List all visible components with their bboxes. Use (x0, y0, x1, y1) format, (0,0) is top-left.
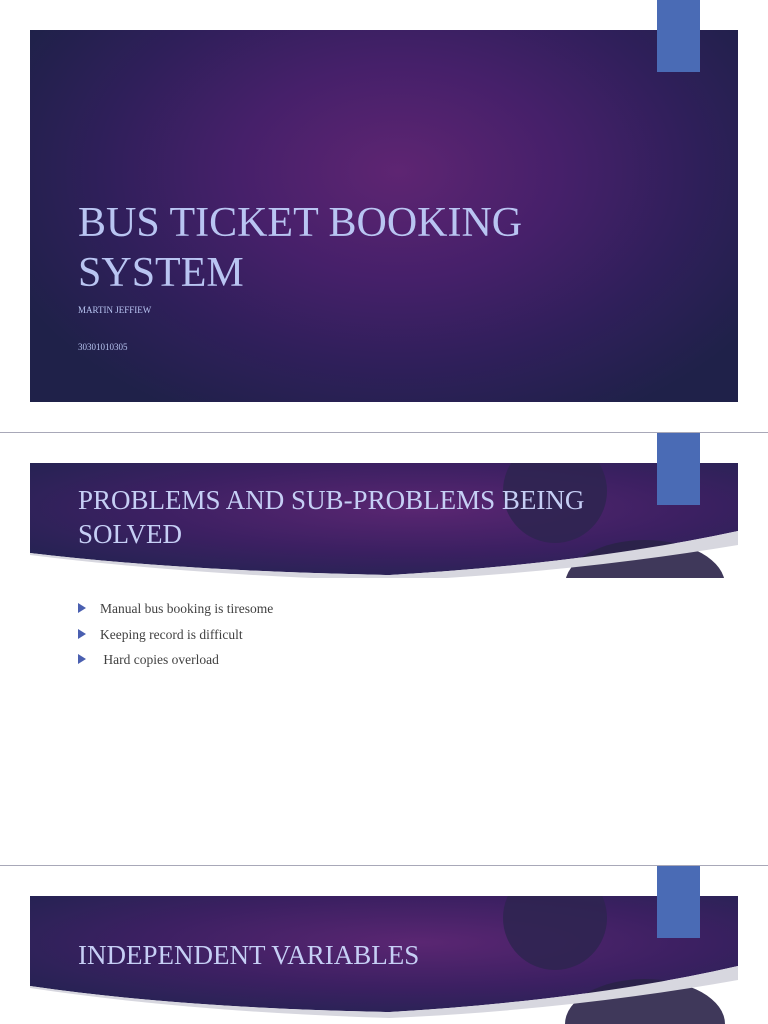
accent-tab (657, 433, 700, 505)
list-item: Hard copies overload (78, 650, 273, 676)
list-item: Manual bus booking is tiresome (78, 599, 273, 625)
accent-tab (657, 0, 700, 72)
slide-title: PROBLEMS AND SUB-PROBLEMS BEING SOLVED (78, 485, 585, 549)
header-banner (30, 896, 738, 1024)
list-item: Keeping record is difficult (78, 625, 273, 651)
slide-2 (0, 433, 768, 865)
bullet-list (78, 599, 273, 676)
triangle-bullet-icon (78, 629, 86, 639)
slide-title: BUS TICKET BOOKING SYSTEM (78, 200, 523, 296)
accent-tab (657, 866, 700, 938)
title-slide-background (30, 30, 738, 402)
slide-title: INDEPENDENT VARIABLES (78, 940, 420, 970)
slide-3 (0, 866, 768, 1024)
id-number: 30301010305 (78, 342, 128, 352)
author-name: MARTIN JEFFIEW (78, 305, 152, 315)
triangle-bullet-icon (78, 654, 86, 664)
triangle-bullet-icon (78, 603, 86, 613)
slide-1 (0, 0, 768, 432)
header-banner (30, 463, 738, 578)
